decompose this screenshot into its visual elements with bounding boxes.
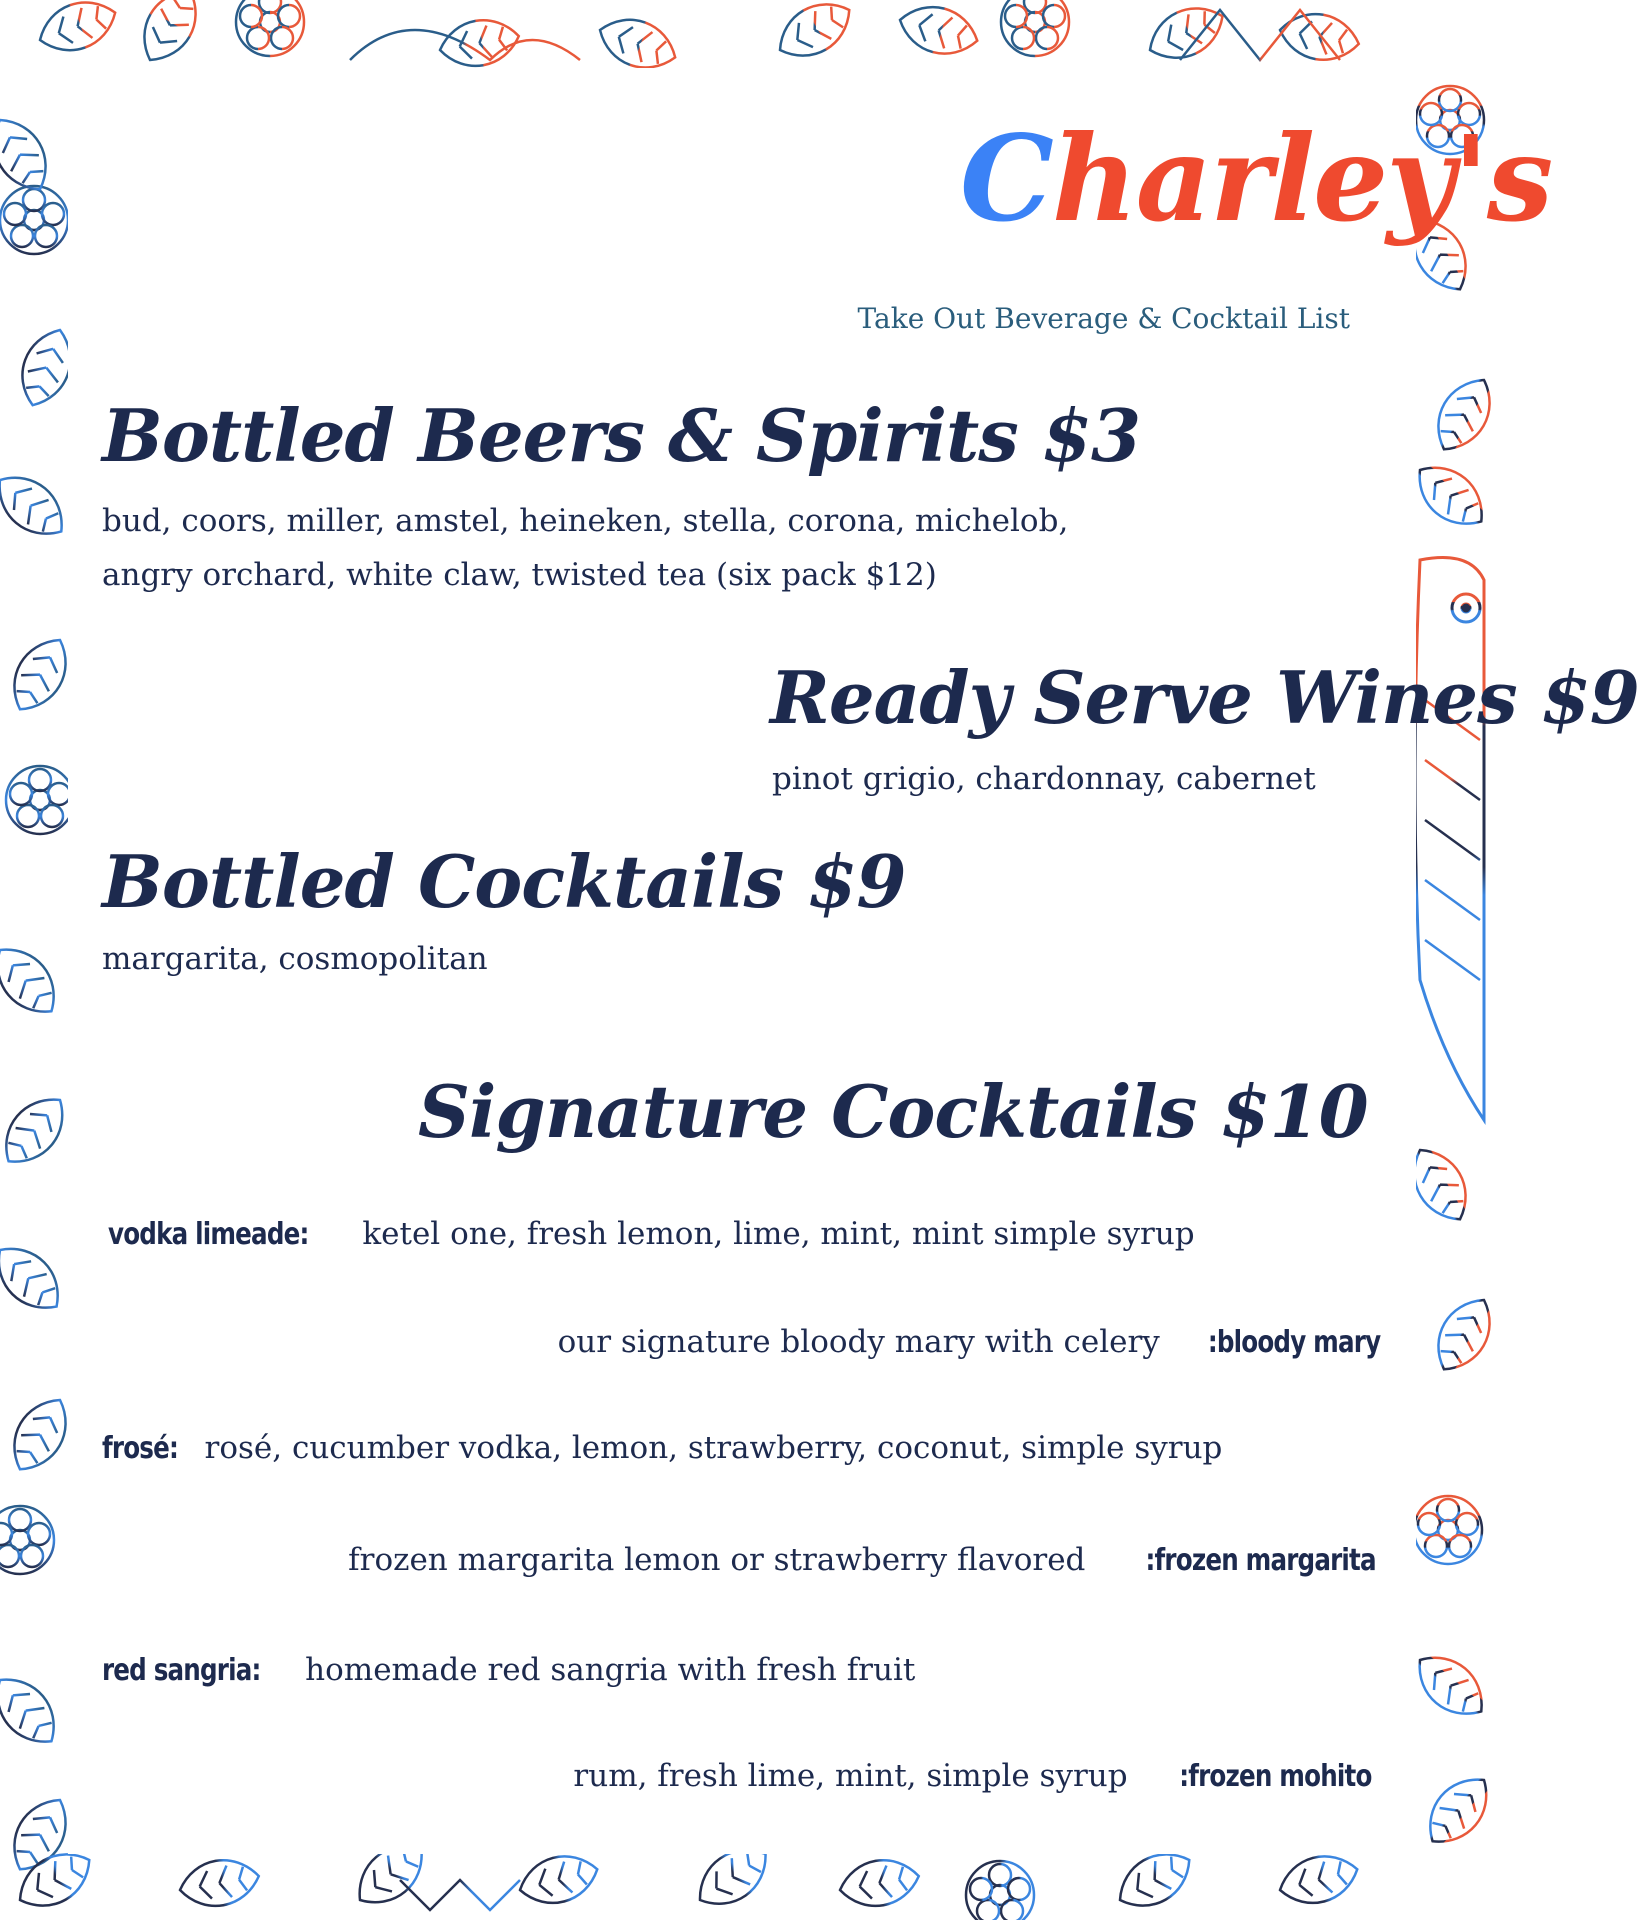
signature-item-name: :bloody mary xyxy=(1207,1325,1380,1360)
signature-item-desc: homemade red sangria with fresh fruit xyxy=(305,1652,916,1688)
brand-logo-rest: harley's xyxy=(1051,109,1552,248)
brand-logo-initial: C xyxy=(960,109,1052,248)
signature-item-red-sangria xyxy=(102,1650,915,1691)
brand-logo xyxy=(960,109,1552,248)
signature-item-name: frosé: xyxy=(102,1431,178,1466)
beers-list-line1: bud, coors, miller, amstel, heineken, stella, corona, michelob, xyxy=(102,503,1069,539)
section-heading-signature: Signature Cocktails $10 xyxy=(418,1069,1368,1154)
menu-subtitle: Take Out Beverage & Cocktail List xyxy=(857,302,1350,335)
beers-list-line2: angry orchard, white claw, twisted tea (six pack $12) xyxy=(102,557,937,593)
signature-item-frozen-margarita xyxy=(348,1540,1376,1581)
signature-item-name: red sangria: xyxy=(102,1653,261,1688)
section-heading-bottled-cocktails: Bottled Cocktails $9 xyxy=(102,839,906,924)
signature-item-name: :frozen margarita xyxy=(1145,1543,1376,1578)
signature-item-frozen-mohito xyxy=(573,1756,1372,1797)
wines-list: pinot grigio, chardonnay, cabernet xyxy=(772,761,1316,797)
signature-item-desc: our signature bloody mary with celery xyxy=(557,1324,1160,1360)
signature-item-bloody-mary xyxy=(558,1322,1380,1363)
signature-item-desc: rum, fresh lime, mint, simple syrup xyxy=(573,1758,1128,1794)
signature-item-desc: rosé, cucumber vodka, lemon, strawberry, coconut, simple syrup xyxy=(204,1430,1223,1466)
signature-item-vodka-limeade xyxy=(108,1214,1195,1255)
section-heading-beers: Bottled Beers & Spirits $3 xyxy=(102,393,1141,478)
signature-item-name: :frozen mohito xyxy=(1179,1759,1372,1794)
signature-item-frose xyxy=(102,1428,1222,1469)
signature-item-desc: frozen margarita lemon or strawberry flavored xyxy=(348,1542,1086,1578)
signature-item-desc: ketel one, fresh lemon, lime, mint, mint simple syrup xyxy=(362,1216,1195,1252)
section-heading-wines: Ready Serve Wines $9 xyxy=(770,655,1639,740)
signature-item-name: vodka limeade: xyxy=(108,1217,309,1252)
bottled-cocktails-list: margarita, cosmopolitan xyxy=(102,941,488,977)
